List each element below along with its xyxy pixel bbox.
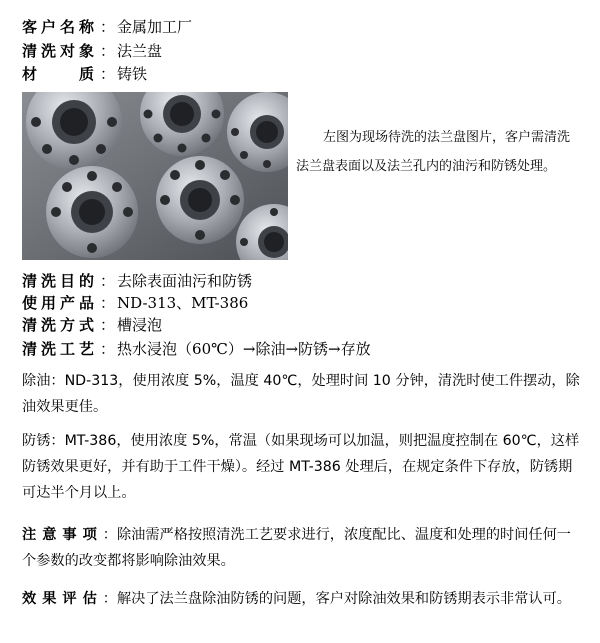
flange-photo: [22, 92, 288, 260]
product-colon: ：: [100, 294, 116, 312]
material-row: [22, 64, 147, 84]
client-value: 金属加工厂: [117, 18, 193, 36]
object-label: 清洗对象: [22, 42, 99, 60]
evaluation-colon: ：: [102, 591, 117, 607]
process-value: 热水浸泡（60℃）→除油→防锈→存放: [117, 340, 371, 358]
process-colon: ：: [100, 340, 116, 358]
client-label: 客户名称: [22, 18, 99, 36]
purpose-value: 去除表面油污和防锈: [117, 272, 253, 290]
client-colon: ：: [100, 18, 116, 36]
purpose-colon: ：: [100, 272, 116, 290]
method-value: 槽浸泡: [117, 316, 163, 334]
antirust-paragraph: 防锈：MT-386，使用浓度 5%，常温（如果现场可以加温，则把温度控制在 60℃，这样防锈效果更好，并有助于工件干燥）。经过 MT-386 处理后，在规定条件下存放，防锈期可达半个月以上。: [22, 433, 580, 501]
product-row: [22, 293, 248, 313]
purpose-label: 清洗目的: [22, 272, 99, 290]
evaluation-value: 解决了法兰盘除油防锈的问题，客户对除油效果和防锈期表示非常认可。: [116, 591, 571, 607]
client-row: [22, 17, 192, 37]
evaluation-label: 效果评估: [22, 591, 103, 607]
material-label: 材 质: [22, 65, 99, 83]
product-value: ND-313、MT-386: [117, 294, 249, 312]
notes-colon: ：: [102, 527, 117, 543]
flange-photo-icon: [22, 92, 288, 260]
method-row: [22, 315, 162, 335]
method-label: 清洗方式: [22, 316, 99, 334]
degrease-paragraph: 除油：ND-313，使用浓度 5%，温度 40℃，处理时间 10 分钟，清洗时使工件摆动，除油效果更佳。: [22, 373, 580, 415]
notes-label: 注意事项: [22, 527, 103, 543]
material-value: 铸铁: [117, 65, 148, 83]
material-colon: ：: [100, 65, 116, 83]
method-colon: ：: [100, 316, 116, 334]
product-label: 使用产品: [22, 294, 99, 312]
evaluation-paragraph: [22, 586, 584, 612]
process-label: 清洗工艺: [22, 340, 99, 358]
object-value: 法兰盘: [117, 42, 163, 60]
object-row: [22, 41, 162, 61]
object-colon: ：: [100, 42, 116, 60]
photo-caption: [296, 123, 581, 181]
notes-value: 除油需严格按照清洗工艺要求进行，浓度配比、温度和处理的时间任何一个参数的改变都将影响除油效果。: [22, 527, 571, 569]
purpose-row: [22, 271, 252, 291]
process-row: [22, 339, 371, 359]
notes-paragraph: [22, 522, 584, 574]
caption-text: 左图为现场待洗的法兰盘图片，客户需清洗法兰盘表面以及法兰孔内的油污和防锈处理。: [296, 130, 571, 174]
